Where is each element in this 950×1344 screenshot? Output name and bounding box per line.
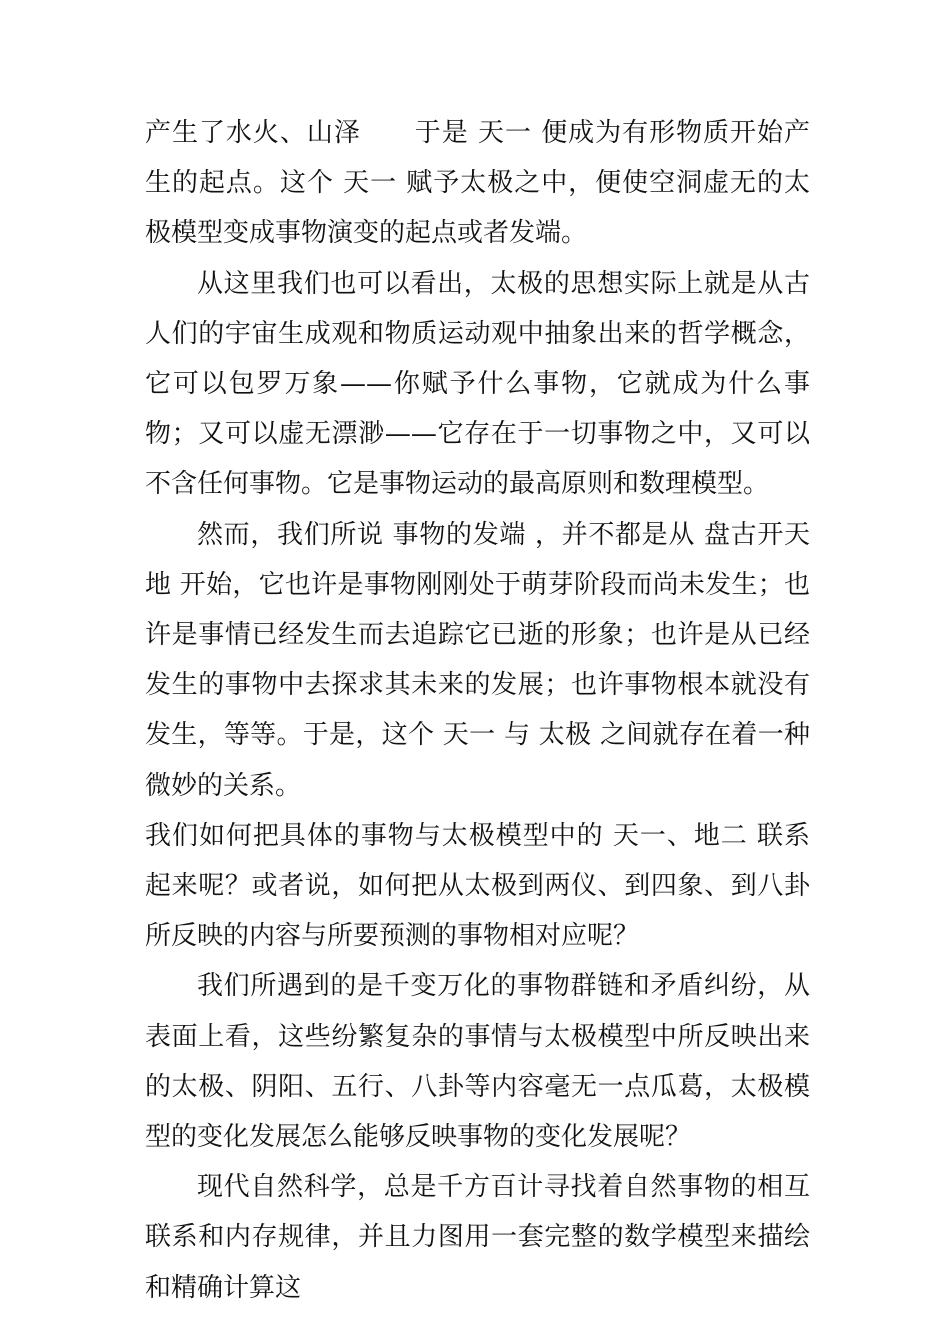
paragraph-4: 我们如何把具体的事物与太极模型中的 天一、地二 联系起来呢？或者说，如何把从太极到两仪、到四象、到八卦所反映的内容与所要预测的事物相对应呢？ [145,820,810,952]
paragraph-5: 我们所遇到的是千变万化的事物群链和矛盾纠纷，从表面上看，这些纷繁复杂的事情与太极模型中所反映出来的太极、阴阳、五行、八卦等内容毫无一点瓜葛，太极模型的变化发展怎么能够反映事物的变化发展呢？ [145,971,810,1153]
paragraph-2: 从这里我们也可以看出，太极的思想实际上就是从古人们的宇宙生成观和物质运动观中抽象出来的哲学概念，它可以包罗万象——你赋予什么事物，它就成为什么事物；又可以虚无漂渺——它存在于一切事物之中，又可以不含任何事物。它是事物运动的最高原则和数理模型。 [145,268,810,500]
body-text [145,108,810,1313]
paragraph-3: 然而，我们所说 事物的发端 ，并不都是从 盘古开天地 开始，它也许是事物刚刚处于萌芽阶段而尚未发生；也许是事情已经发生而去追踪它已逝的形象；也许是从已经发生的事物中去探求其未来的发展；也许事物根本就没有发生，等等。于是，这个 天一 与 太极 之间就存在着一种微妙的关系。 [145,519,810,801]
paragraph-6: 现代自然科学，总是千方百计寻找着自然事物的相互联系和内存规律，并且力图用一套完整的数学模型来描绘和精确计算这 [145,1172,810,1303]
paragraph-1: 产生了水火、山泽 于是 天一 便成为有形物质开始产生的起点。这个 天一 赋予太极之中，便使空洞虚无的太极模型变成事物演变的起点或者发端。 [145,118,810,249]
